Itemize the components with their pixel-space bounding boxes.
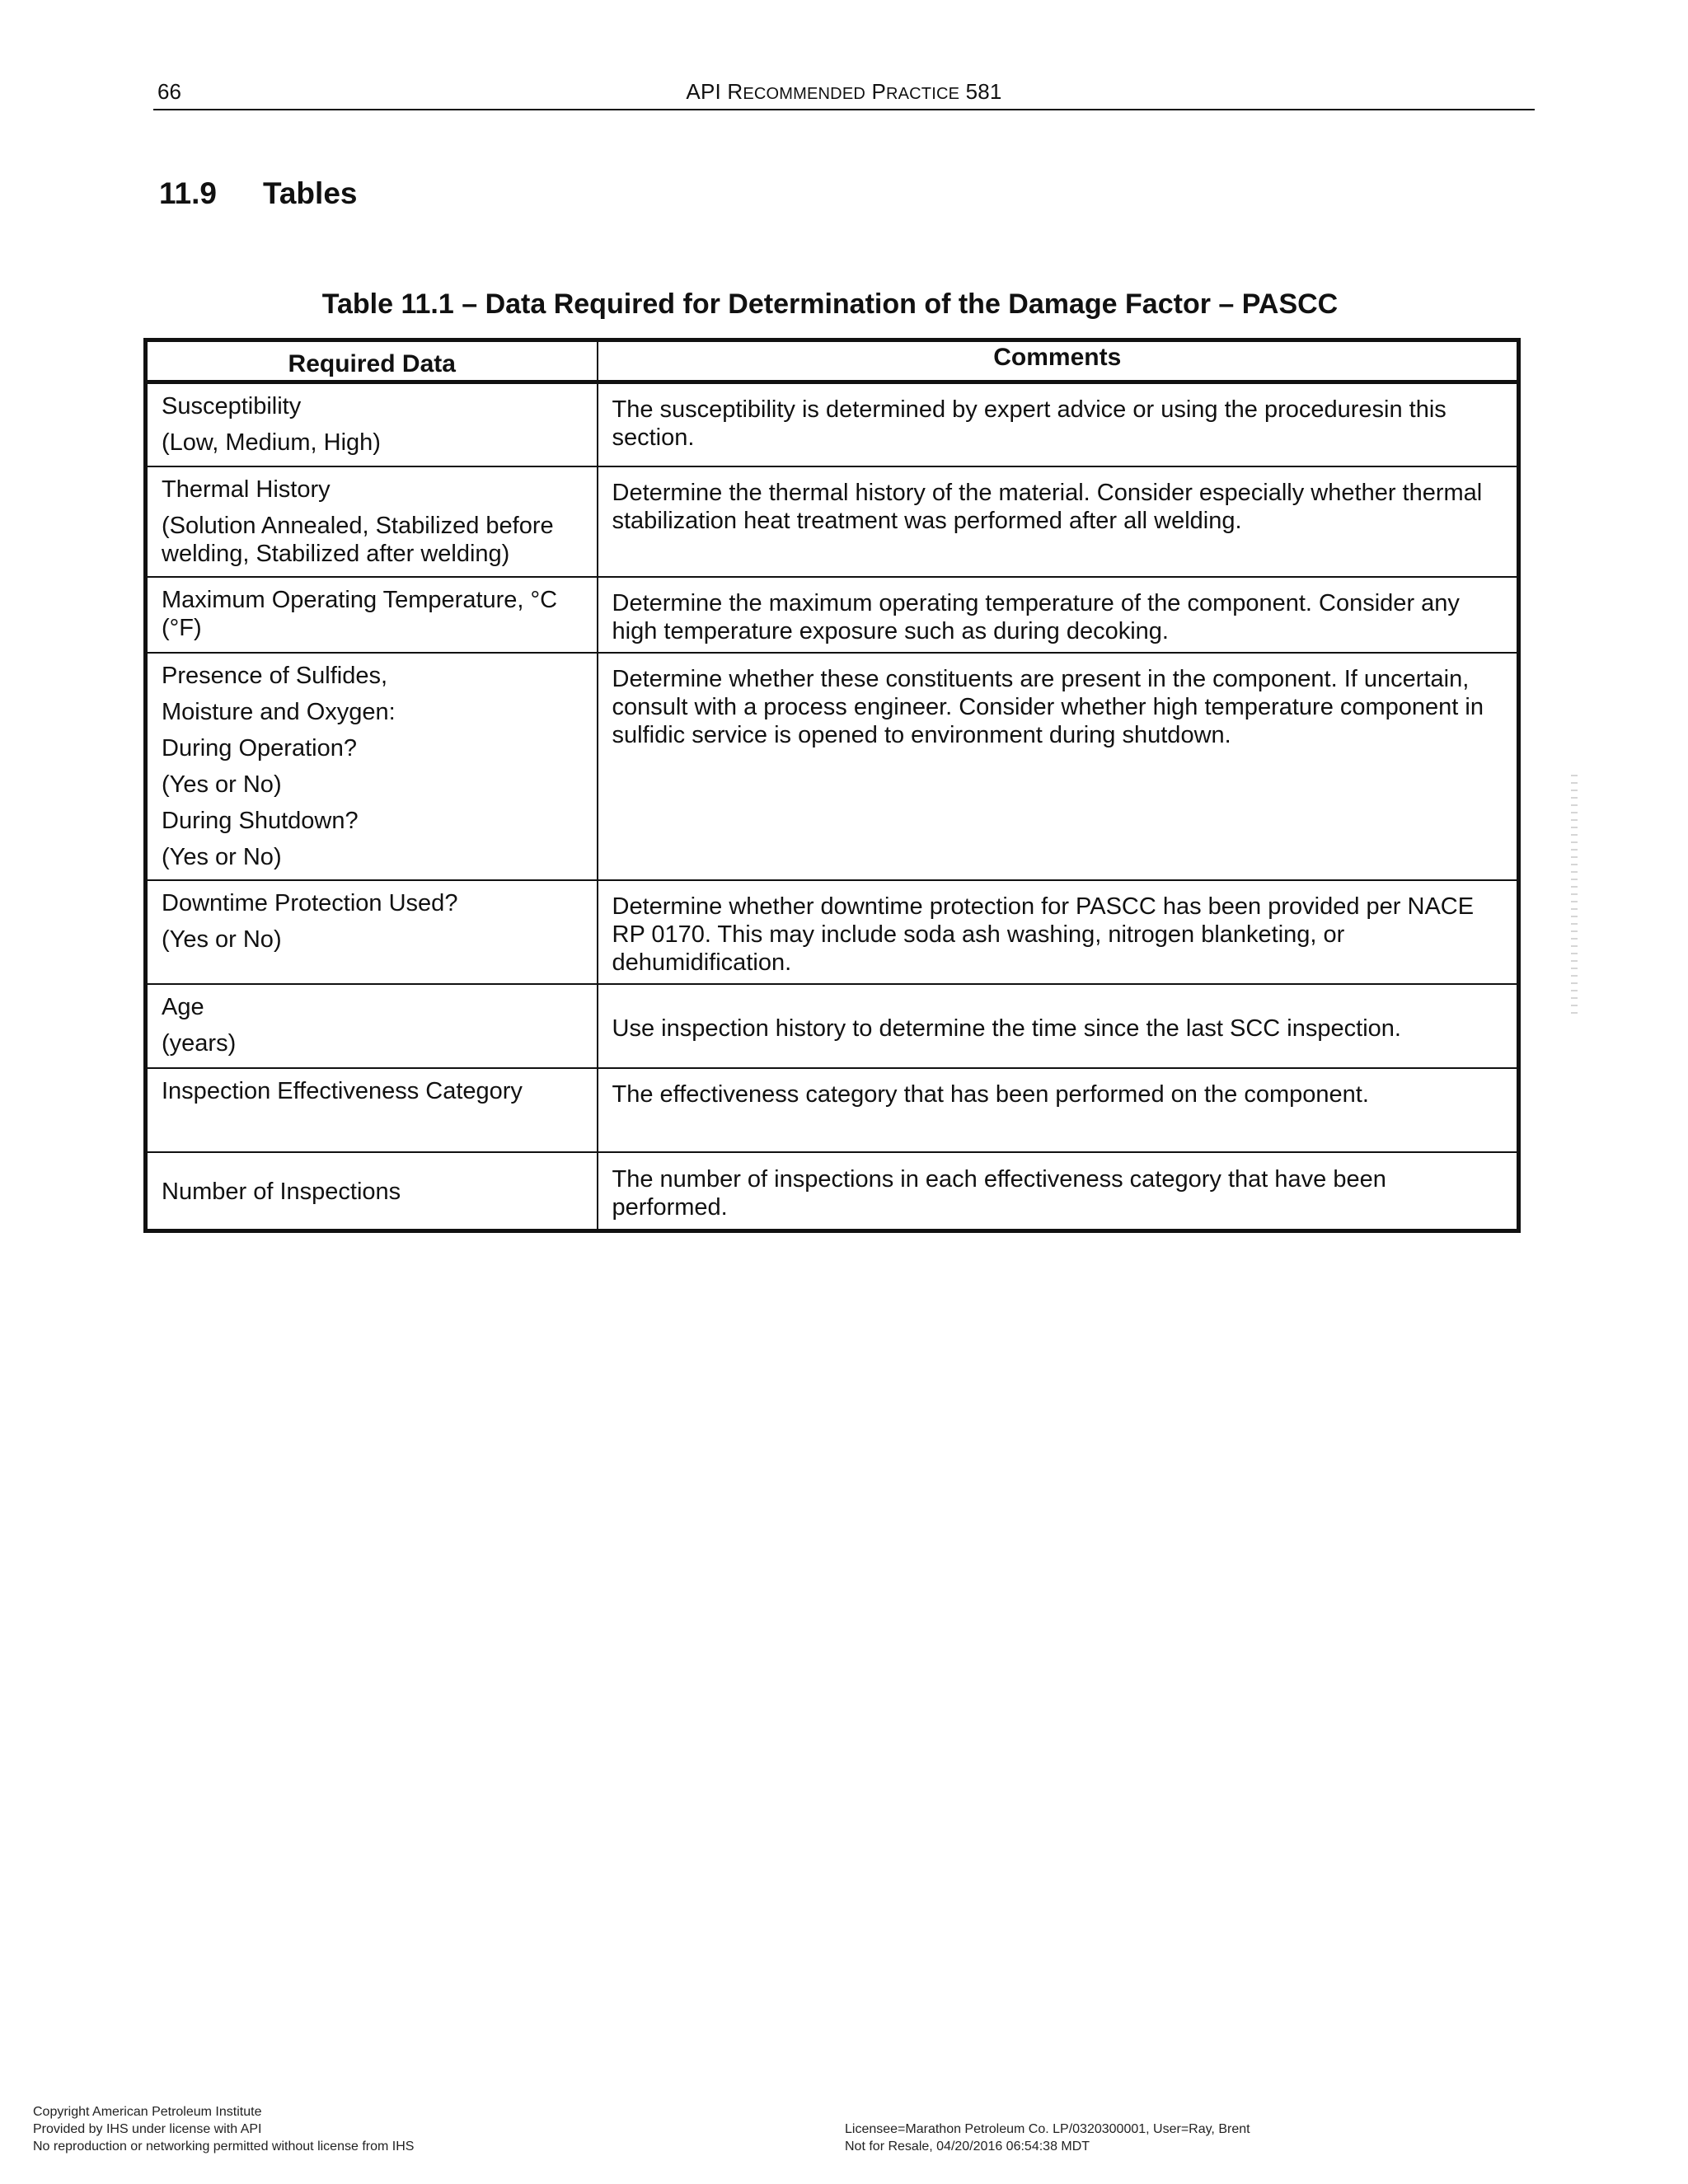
running-title-mid: P [865,79,886,104]
table-row [146,577,1519,653]
comment-cell [598,577,1519,653]
running-title-smallcaps-1: ECOMMENDED [743,85,866,103]
comment-text: The number of inspections in each effectiveness category that have been performed. [612,1165,1386,1221]
required-data-line: (Yes or No) [162,926,282,953]
required-data-cell [146,1068,598,1152]
running-title-smallcaps-2: RACTICE [885,85,960,103]
required-data-line: Age [162,993,204,1020]
comment-text: The effectiveness category that has been performed on the component. [612,1080,1369,1108]
running-title [153,79,1535,105]
column-header-required-data: Required Data [146,340,598,382]
comment-text: The susceptibility is determined by expert advice or using the proceduresin this section. [612,396,1447,451]
comment-cell [598,382,1519,466]
required-data-line: Thermal History [162,476,331,503]
running-title-suffix: 581 [959,79,1002,104]
required-data-line: Downtime Protection Used? [162,889,458,916]
required-data-line: During Shutdown? [162,807,359,834]
comment-text: Determine the thermal history of the material. Consider especially whether thermal stabilization heat treatment was performed after all welding. [612,479,1483,534]
required-data-line: Presence of Sulfides, [162,662,388,689]
comment-text: Determine the maximum operating temperature of the component. Consider any high temperature exposure such as during decoking. [612,589,1460,644]
required-data-cell [146,1152,598,1231]
table-body [146,382,1519,1231]
required-data-line: During Operation? [162,734,357,762]
required-data-line: Maximum Operating Temperature, °C (°F) [162,586,558,641]
comment-cell [598,466,1519,577]
required-data-cell [146,577,598,653]
table-row [146,466,1519,577]
required-data-line: Inspection Effectiveness Category [162,1077,523,1104]
footer-line: Copyright American Petroleum Institute [33,2105,262,2119]
section-title: Tables [263,176,358,210]
footer-line: Provided by IHS under license with API [33,2122,262,2136]
data-required-table [143,338,1521,1233]
required-data-line: (Yes or No) [162,771,282,798]
footer-line: Licensee=Marathon Petroleum Co. LP/0320300001, User=Ray, Brent [845,2122,1250,2136]
required-data-line: (Low, Medium, High) [162,429,381,456]
table-row [146,653,1519,880]
table-row [146,1152,1519,1231]
table-row [146,880,1519,984]
comment-cell [598,880,1519,984]
required-data-cell [146,653,598,880]
required-data-line: (years) [162,1029,237,1057]
table-row [146,984,1519,1068]
page-number: 66 [157,79,181,104]
comment-text: Determine whether downtime protection for PASCC has been provided per NACE RP 0170. This may include soda ash washing, nitrogen blanketing, or dehumidification. [612,893,1475,976]
required-data-cell [146,466,598,577]
page-header [153,79,1535,110]
table-row [146,382,1519,466]
column-header-comments: Comments [598,340,1519,382]
required-data-line: Moisture and Oxygen: [162,698,396,725]
required-data-line: Susceptibility [162,393,302,419]
footer-line: No reproduction or networking permitted without license from IHS [33,2139,415,2154]
comment-cell [598,653,1519,880]
required-data-cell [146,880,598,984]
required-data-cell [146,984,598,1068]
comment-cell [598,1068,1519,1152]
footer-license [845,2121,1250,2155]
scan-edge-marks [1571,775,1578,1014]
section-number: 11.9 [159,176,217,210]
required-data-line: (Yes or No) [162,843,282,870]
table-caption: Table 11.1 – Data Required for Determination of the Damage Factor – PASCC [321,288,1339,320]
footer-line: Not for Resale, 04/20/2016 06:54:38 MDT [845,2139,1090,2154]
required-data-line: Number of Inspections [162,1178,401,1205]
table-row [146,1068,1519,1152]
section-heading [159,176,357,211]
footer-copyright [33,2103,414,2155]
comment-cell [598,1152,1519,1231]
comment-text: Determine whether these constituents are present in the component. If uncertain, consult with a process engineer. Consider whether high temperature component in sulfidic service is opened to environment during shutdown. [612,665,1484,748]
table-header-row [146,340,1519,382]
required-data-line: (Solution Annealed, Stabilized before welding, Stabilized after welding) [162,512,554,567]
required-data-cell [146,382,598,466]
running-title-prefix: API R [686,79,743,104]
comment-cell [598,984,1519,1068]
comment-text: Use inspection history to determine the time since the last SCC inspection. [612,1015,1401,1042]
